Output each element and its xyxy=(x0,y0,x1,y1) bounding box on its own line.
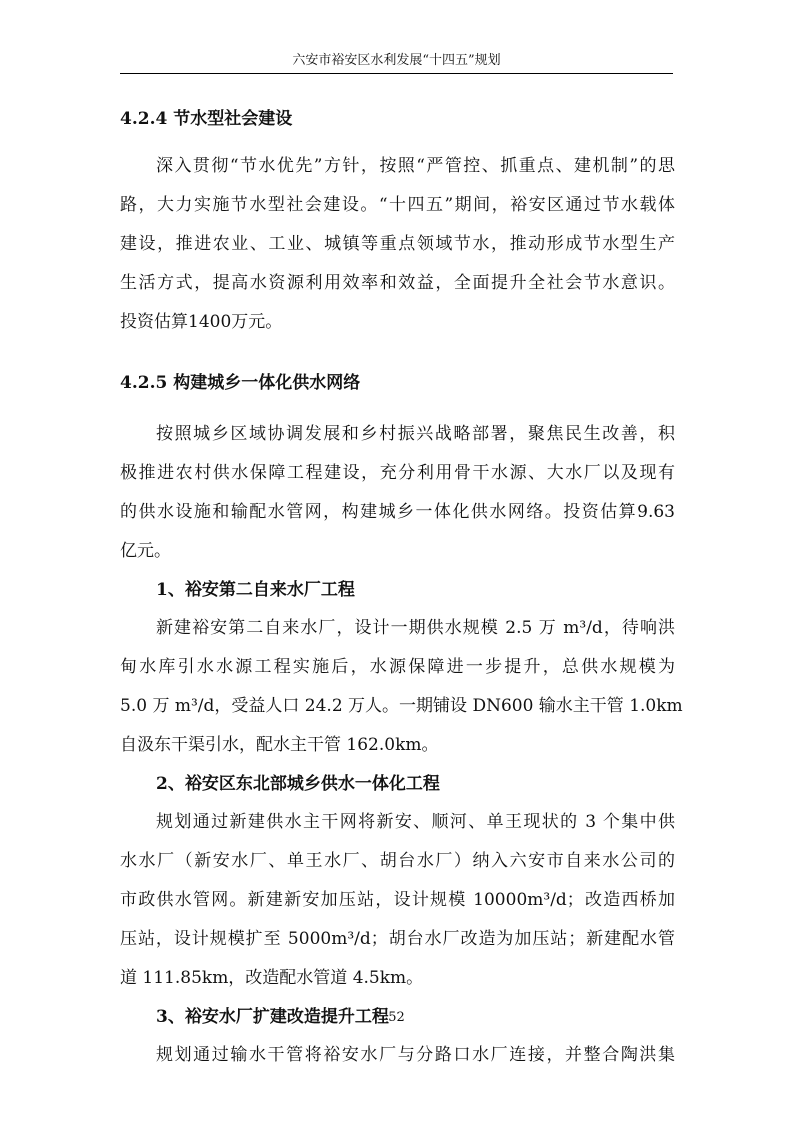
text-line: 规划通过新建供水主干网将新安、顺河、单王现状的 3 个集中供 xyxy=(156,812,675,832)
paragraph-project-2 xyxy=(120,803,675,998)
text-line: 亿元。 xyxy=(120,541,171,561)
project-heading-3: 3、裕安水厂扩建改造提升工程 xyxy=(156,1007,389,1027)
text-line: 的供水设施和输配水管网，构建城乡一体化供水网络。投资估算9.63 xyxy=(120,502,675,522)
text-line: 压站，设计规模扩至 5000m³/d；胡台水厂改造为加压站；新建配水管 xyxy=(120,929,675,949)
text-line: 规划通过输水干管将裕安水厂与分路口水厂连接，并整合陶洪集 xyxy=(156,1045,675,1065)
paragraph-project-3 xyxy=(120,1036,675,1075)
paragraph-water-saving xyxy=(120,147,675,342)
section-heading-water-supply-network: 4.2.5 构建城乡一体化供水网络 xyxy=(120,373,361,393)
paragraph-project-1 xyxy=(120,609,683,765)
paragraph-water-supply-network xyxy=(120,415,675,571)
page-body xyxy=(120,100,683,1075)
text-line: 自汲东干渠引水，配水主干管 162.0km。 xyxy=(120,735,439,755)
text-line: 极推进农村供水保障工程建设，充分利用骨干水源、大水厂以及现有 xyxy=(120,463,675,483)
text-line: 甸水库引水水源工程实施后，水源保障进一步提升，总供水规模为 xyxy=(120,657,675,677)
header-divider xyxy=(120,73,673,74)
text-line: 道 111.85km，改造配水管道 4.5km。 xyxy=(120,968,424,988)
text-line: 按照城乡区域协调发展和乡村振兴战略部署，聚焦民生改善，积 xyxy=(156,424,675,444)
text-line: 投资估算1400万元。 xyxy=(120,312,283,332)
page-number: 52 xyxy=(388,1010,405,1025)
text-line: 生活方式，提高水资源利用效率和效益，全面提升全社会节水意识。 xyxy=(120,273,675,293)
project-heading-2: 2、裕安区东北部城乡供水一体化工程 xyxy=(156,774,440,794)
text-line: 建设，推进农业、工业、城镇等重点领域节水，推动形成节水型生产 xyxy=(120,234,675,254)
running-header: 六安市裕安区水利发展“十四五”规划 xyxy=(292,53,501,68)
text-line: 路，大力实施节水型社会建设。“十四五”期间，裕安区通过节水载体 xyxy=(120,195,675,215)
text-line: 5.0 万 m³/d，受益人口 24.2 万人。一期铺设 DN600 输水主干管 1.0km xyxy=(120,696,683,716)
text-line: 市政供水管网。新建新安加压站，设计规模 10000m³/d；改造西桥加 xyxy=(120,890,675,910)
text-line: 深入贯彻“节水优先”方针，按照“严管控、抓重点、建机制”的思 xyxy=(156,156,675,176)
text-line: 新建裕安第二自来水厂，设计一期供水规模 2.5 万 m³/d，待响洪 xyxy=(156,618,675,638)
text-line: 水水厂（新安水厂、单王水厂、胡台水厂）纳入六安市自来水公司的 xyxy=(120,851,675,871)
section-heading-water-saving: 4.2.4 节水型社会建设 xyxy=(120,109,293,129)
project-heading-1: 1、裕安第二自来水厂工程 xyxy=(156,580,355,600)
